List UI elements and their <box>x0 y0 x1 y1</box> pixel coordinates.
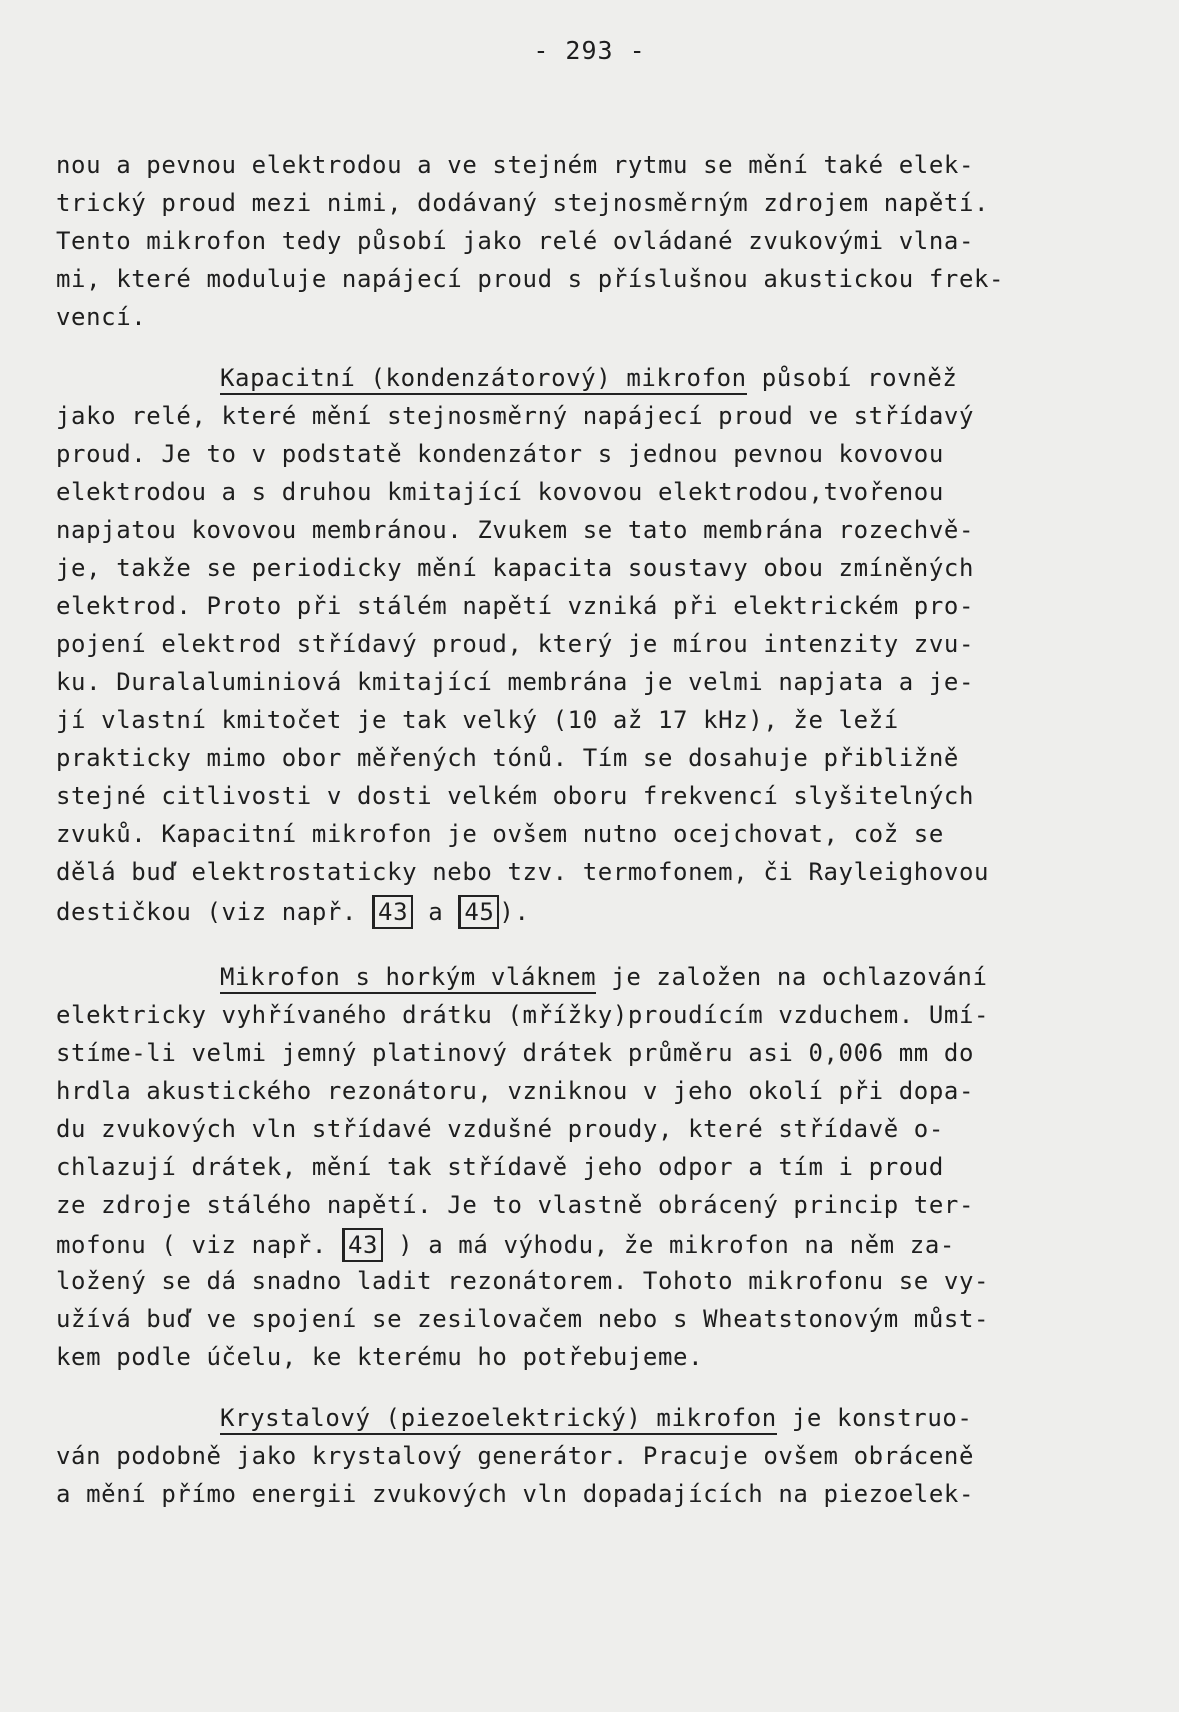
text-line: prakticky mimo obor měřených tónů. Tím se dosahuje přibližně <box>56 744 959 772</box>
text-line <box>56 1228 1126 1262</box>
text-line: napjatou kovovou membránou. Zvukem se tato membrána rozechvě- <box>56 516 975 544</box>
text-line: ze zdroje stálého napětí. Je to vlastně obrácený princip ter- <box>56 1191 975 1219</box>
text-line: jako relé, které mění stejnosměrný napájecí proud ve střídavý <box>56 402 975 430</box>
text-line: jí vlastní kmitočet je tak velký (10 až 17 kHz), že leží <box>56 706 899 734</box>
text-line: vencí. <box>56 303 147 331</box>
text-line: ku. Duralaluminiová kmitající membrána je velmi napjata a je- <box>56 668 975 696</box>
text-line: pojení elektrod střídavý proud, který je mírou intenzity zvu- <box>56 630 975 658</box>
text-line: du zvukových vln střídavé vzdušné proudy, které střídavě o- <box>56 1115 944 1143</box>
citation-ref: 43 <box>342 1228 383 1262</box>
text-run: destičkou (viz např. <box>56 898 373 926</box>
paragraph-heading-line <box>220 962 1179 992</box>
text-line: mi, které moduluje napájecí proud s příslušnou akustickou frek- <box>56 265 1005 293</box>
citation-ref: 43 <box>372 895 413 929</box>
text-line: proud. Je to v podstatě kondenzátor s jednou pevnou kovovou <box>56 440 944 468</box>
text-run: ) a má výhodu, že mikrofon na něm za- <box>383 1231 955 1259</box>
text-line: užívá buď ve spojení se zesilovačem nebo s Wheatstonovým můst- <box>56 1305 990 1333</box>
text-line: a mění přímo energii zvukových vln dopadajících na piezoelek- <box>56 1480 975 1508</box>
section-heading-capacitive: Kapacitní (kondenzátorový) mikrofon <box>220 364 747 395</box>
text-line: elektricky vyhřívaného drátku (mřížky)proudícím vzduchem. Umí- <box>56 1001 990 1029</box>
text-run: je založen na ochlazování <box>596 963 988 991</box>
page-number: - 293 - <box>533 36 646 65</box>
text-line: hrdla akustického rezonátoru, vzniknou v jeho okolí při dopa- <box>56 1077 975 1105</box>
text-line: stíme-li velmi jemný platinový drátek průměru asi 0,006 mm do <box>56 1039 975 1067</box>
text-run: mofonu ( viz např. <box>56 1231 342 1259</box>
text-line: ložený se dá snadno ladit rezonátorem. Tohoto mikrofonu se vy- <box>56 1267 990 1295</box>
text-line <box>56 895 1126 929</box>
text-run: a <box>413 898 459 926</box>
text-line: kem podle účelu, ke kterému ho potřebujeme. <box>56 1343 704 1371</box>
section-heading-crystal: Krystalový (piezoelektrický) mikrofon <box>220 1404 777 1435</box>
text-run: je konstruo- <box>776 1404 973 1432</box>
text-line: elektrodou a s druhou kmitající kovovou elektrodou,tvořenou <box>56 478 944 506</box>
text-line: chlazují drátek, mění tak střídavě jeho odpor a tím i proud <box>56 1153 944 1181</box>
text-line: Tento mikrofon tedy působí jako relé ovládané zvukovými vlna- <box>56 227 975 255</box>
text-line: ván podobně jako krystalový generátor. Pracuje ovšem obráceně <box>56 1442 975 1470</box>
paragraph-heading-line <box>220 363 1179 393</box>
text-line: trický proud mezi nimi, dodávaný stejnosměrným zdrojem napětí. <box>56 189 990 217</box>
section-heading-hot-wire: Mikrofon s horkým vláknem <box>220 963 596 994</box>
text-line: stejné citlivosti v dosti velkém oboru frekvencí slyšitelných <box>56 782 975 810</box>
text-line: nou a pevnou elektrodou a ve stejném rytmu se mění také elek- <box>56 151 975 179</box>
text-run: působí rovněž <box>746 364 958 392</box>
text-line: elektrod. Proto při stálém napětí vzniká při elektrickém pro- <box>56 592 975 620</box>
text-line: je, takže se periodicky mění kapacita soustavy obou zmíněných <box>56 554 975 582</box>
citation-ref: 45 <box>458 895 499 929</box>
text-run: ). <box>499 898 530 926</box>
text-line: dělá buď elektrostaticky nebo tzv. termofonem, či Rayleighovou <box>56 858 990 886</box>
text-line: zvuků. Kapacitní mikrofon je ovšem nutno ocejchovat, což se <box>56 820 944 848</box>
paragraph-heading-line <box>220 1403 1179 1433</box>
